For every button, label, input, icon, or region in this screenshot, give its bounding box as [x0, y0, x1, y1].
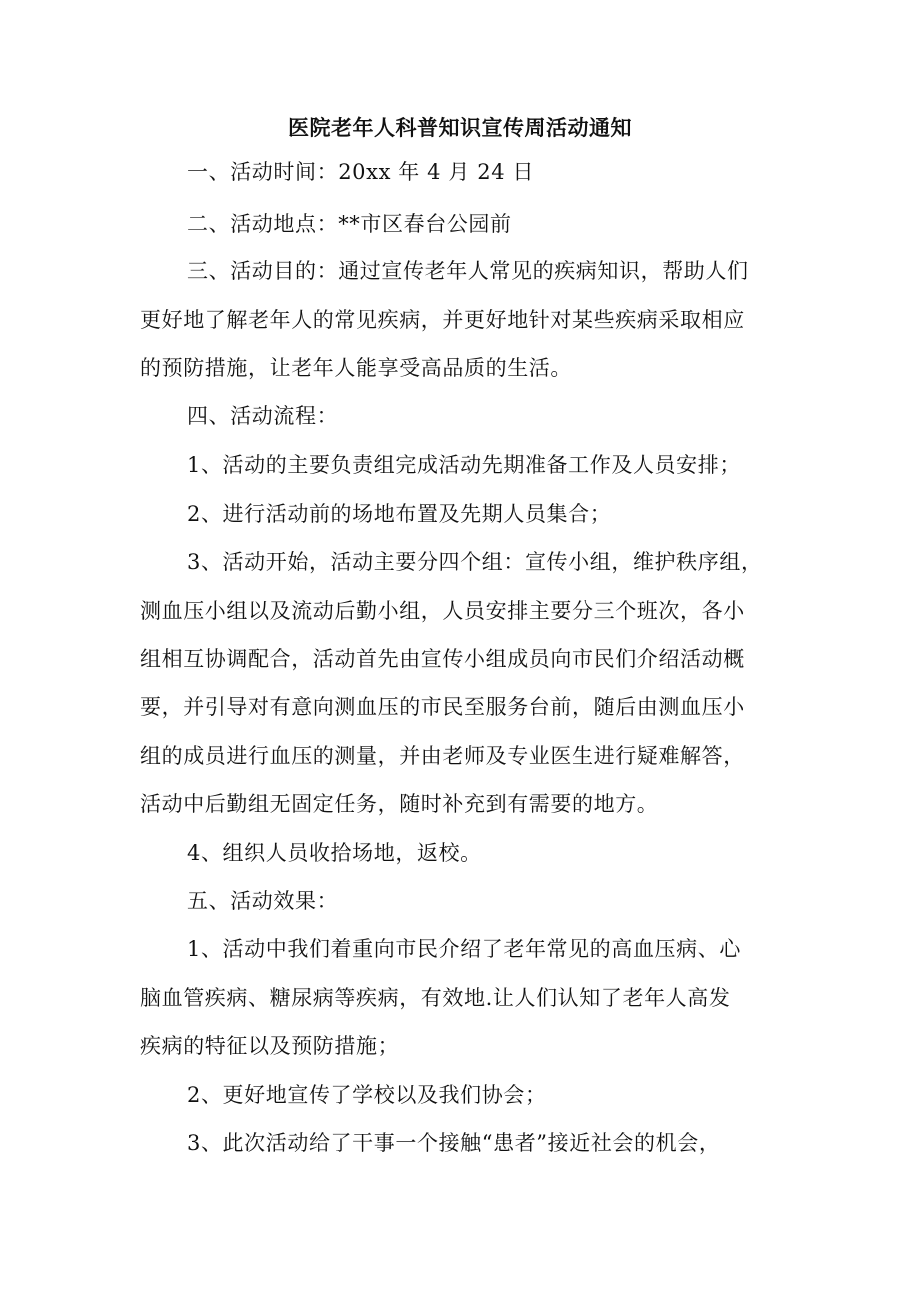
paragraph-line: 活动中后勤组无固定任务，随时补充到有需要的地方。	[140, 792, 659, 816]
paragraph-line: 更好地了解老年人的常见疾病，并更好地针对某些疾病采取相应	[140, 308, 745, 332]
section-time: 一、活动时间：20xx 年 4 月 24 日	[187, 160, 535, 184]
section-location: 二、活动地点：**市区春台公园前	[187, 212, 512, 236]
list-item: 1、活动的主要负责组完成活动先期准备工作及人员安排；	[187, 453, 741, 477]
section-purpose: 三、活动目的：通过宣传老年人常见的疾病知识，帮助人们	[187, 259, 749, 283]
document-title: 医院老年人科普知识宣传周活动通知	[288, 115, 632, 140]
list-item: 3、此次活动给了干事一个接触“患者”接近社会的机会，	[187, 1131, 721, 1155]
paragraph-line: 组相互协调配合，活动首先由宣传小组成员向市民们介绍活动概	[140, 647, 745, 671]
section-process: 四、活动流程：	[187, 404, 339, 428]
list-item: 1、活动中我们着重向市民介绍了老年常见的高血压病、心	[187, 937, 741, 961]
paragraph-line: 测血压小组以及流动后勤小组，人员安排主要分三个班次，各小	[140, 599, 745, 623]
list-item: 4、组织人员收拾场地，返校。	[187, 841, 482, 865]
list-item: 3、活动开始，活动主要分四个组：宣传小组，维护秩序组，	[187, 550, 763, 574]
paragraph-line: 要，并引导对有意向测血压的市民至服务台前，随后由测血压小	[140, 695, 745, 719]
paragraph-line: 的预防措施，让老年人能享受高品质的生活。	[140, 356, 572, 380]
section-results: 五、活动效果：	[187, 889, 339, 913]
paragraph-line: 组的成员进行血压的测量，并由老师及专业医生进行疑难解答，	[140, 744, 745, 768]
list-item: 2、更好地宣传了学校以及我们协会；	[187, 1083, 547, 1107]
paragraph-line: 疾病的特征以及预防措施；	[140, 1034, 400, 1058]
paragraph-line: 脑血管疾病、糖尿病等疾病，有效地.让人们认知了老年人高发	[140, 986, 731, 1010]
list-item: 2、进行活动前的场地布置及先期人员集合；	[187, 502, 612, 526]
